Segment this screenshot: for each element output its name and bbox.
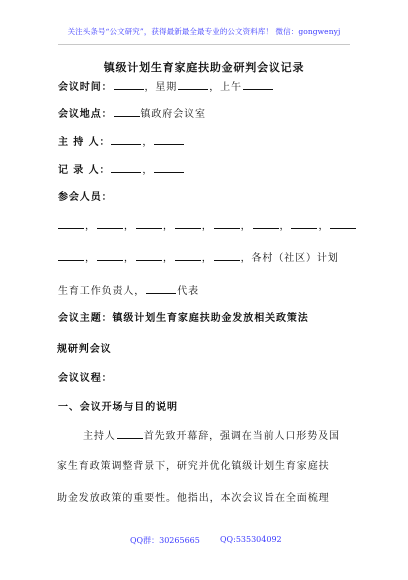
agenda-label: 会议议程： — [58, 373, 113, 384]
blank-field — [136, 251, 162, 261]
qq-number: QQ:535304092 — [220, 535, 282, 544]
blank-field — [114, 80, 144, 90]
meeting-place-line — [58, 107, 354, 122]
blank-field — [175, 219, 201, 229]
blank-field — [175, 251, 201, 261]
blank-field — [146, 284, 176, 294]
header-divider — [58, 44, 350, 45]
blank-field — [214, 219, 240, 229]
topic-line1 — [58, 312, 354, 326]
blank-field — [136, 219, 162, 229]
blank-field — [97, 251, 123, 261]
para1-line1-prefix: 主持人 — [83, 431, 116, 442]
blank-field — [111, 163, 141, 173]
blank-field — [330, 219, 356, 229]
meeting-place-value: 镇政府会议室 — [140, 109, 206, 120]
blank-field — [243, 80, 273, 90]
attendees-blanks-line1: ， ， ， ， ， ， ， — [57, 219, 353, 234]
blank-field — [58, 251, 84, 261]
para1-line1 — [83, 429, 379, 444]
qq-group-number: QQ群：30265665 — [130, 536, 200, 545]
blank-field — [117, 429, 143, 439]
blank-field — [154, 135, 184, 145]
host-label: 主 持 人： — [58, 137, 111, 148]
recorder-label: 记 录 人： — [58, 165, 111, 176]
para1-line1-suffix: 首先致开幕辞，强调在当前人口形势及国 — [143, 431, 340, 442]
blank-field — [111, 135, 141, 145]
recorder-line: 记 录 人： ， — [58, 163, 354, 178]
topic-label: 会议主题： — [58, 313, 113, 324]
para1-line2: 家生育政策调整背景下，研究并优化镇级计划生育家庭扶 — [57, 461, 330, 472]
blank-field — [114, 107, 140, 117]
attendees-label: 参会人员： — [58, 192, 113, 203]
blank-field — [253, 219, 279, 229]
document-title: 镇级计划生育家庭扶助金研判会议记录 — [103, 61, 305, 74]
page-header-note: 关注头条号“公文研究”，获得最新最全最专业的公文资料库！ 微信：gongwenyj — [67, 27, 341, 36]
section1-title: 一、会议开场与目的说明 — [58, 402, 178, 413]
weekday-label: ，星期 — [144, 82, 178, 93]
meeting-time-label: 会议时间： — [58, 82, 113, 93]
meeting-place-label: 会议地点： — [58, 109, 113, 120]
attendees-blanks-line2: ， ， ， ， ，各村（社区）计划 — [57, 251, 353, 266]
para1-line3: 助金发放政策的重要性。他指出，本次会议旨在全面梳理 — [57, 493, 330, 504]
blank-field — [178, 80, 208, 90]
meeting-time-line — [58, 80, 354, 95]
am-label: ，上午 — [209, 82, 242, 93]
topic-line2: 规研判会议 — [57, 344, 112, 355]
blank-field — [214, 251, 240, 261]
attendees-line3 — [58, 284, 354, 299]
blank-field — [154, 163, 184, 173]
topic-text: 镇级计划生育家庭扶助金发放相关政策法 — [112, 313, 309, 324]
blank-field — [291, 219, 317, 229]
attendees-line3-suffix: 代表 — [177, 286, 200, 297]
attendees-line3-prefix: 生育工作负责人， — [58, 286, 146, 297]
attendees-suffix: ，各村（社区）计划 — [240, 253, 339, 264]
host-line: 主 持 人： ， — [58, 135, 354, 150]
blank-field — [58, 219, 84, 229]
blank-field — [97, 219, 123, 229]
